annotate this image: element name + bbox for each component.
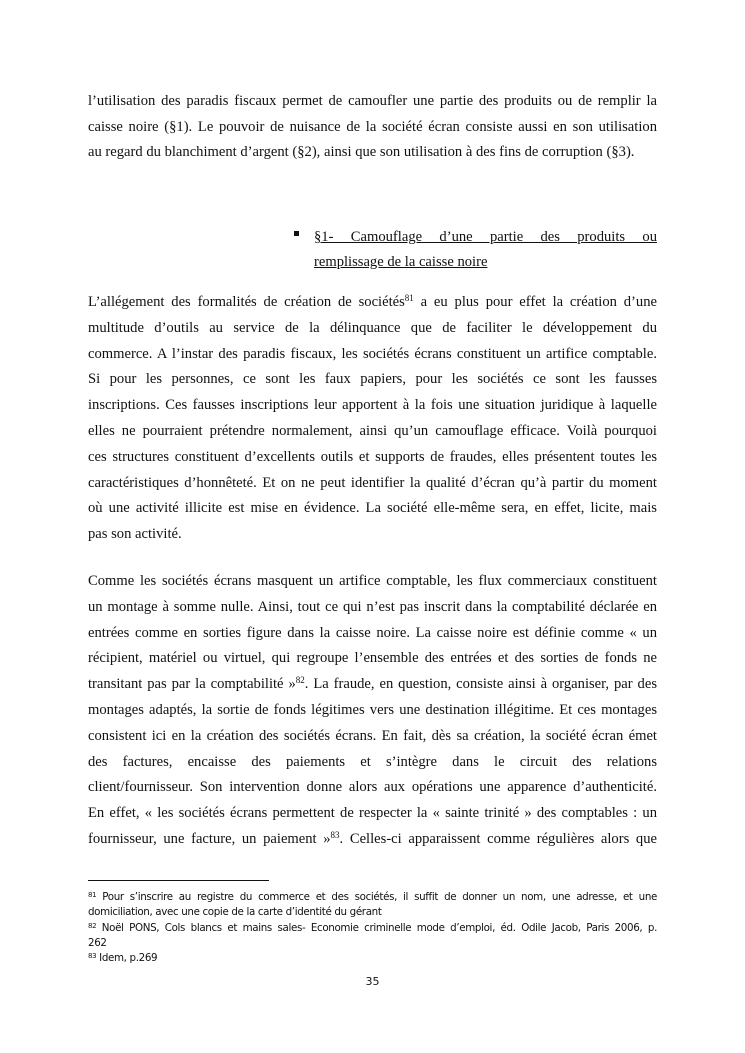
text-line: l’utilisation des paradis fiscaux permet de camoufler une partie des produits ou de remplir la [88, 93, 657, 109]
text-line: récipient, matériel ou virtuel, qui regroupe l’ensemble des entrées et des sorties de fonds ne [88, 650, 657, 667]
bullet-icon [294, 231, 299, 236]
text-line: ces structures constituent d’excellents outils et supports de fraudes, elles présentent toutes les [88, 448, 657, 465]
text-line: $^{83}$ Idem, p.269 [88, 952, 158, 965]
text-line: L’allégement des formalités de création de sociétés$^{81}$ a eu plus pour effet la création d’une [88, 293, 657, 310]
footnote-reference: 82 [295, 675, 305, 686]
footnote-reference: 81 [404, 293, 414, 303]
section-heading-line2: remplissage de la caisse noire [314, 254, 488, 270]
text-line: $^{81}$ Pour s’inscrire au registre du commerce et des sociétés, il suffit de donner un nom, une adresse, et une [88, 891, 657, 903]
footnote-reference: 82 [88, 921, 97, 930]
text-line: 262 [88, 936, 107, 949]
text-line: commerce. A l’instar des paradis fiscaux, les sociétés écrans constituent un artifice comptable. [88, 345, 657, 362]
text-line: Si pour les personnes, ce sont les faux papiers, pour les sociétés ce sont les fausses [88, 371, 657, 388]
text-line: caractéristiques d’honnêteté. Et on ne peut identifier la qualité d’écran qu’à partir du moment [88, 474, 657, 491]
text-line: inscriptions. Ces fausses inscriptions leur apportent à la fois une situation juridique à laquelle [88, 397, 657, 414]
text-line: multitude d’outils au service de la délinquance que de faciliter le développement du [88, 319, 657, 336]
text-line: entrées comme en sorties figure dans la caisse noire. La caisse noire est définie comme « un [88, 624, 657, 641]
text-line: où une activité illicite est mise en évidence. La société elle-même sera, en effet, licite, mais [88, 500, 657, 517]
text-line: pas son activité. [88, 526, 182, 543]
footnote-reference: 83 [330, 830, 340, 840]
footnote-reference: 83 [88, 952, 97, 961]
page-number: 35 [365, 975, 380, 988]
text-line: client/fournisseur. Son intervention donne alors aux opérations une apparence d’authenticité. [88, 779, 657, 796]
text-line: En effet, « les sociétés écrans permettent de respecter la « sainte trinité » des comptables : un [88, 805, 657, 822]
text-line: $^{82}$ Noël PONS, Cols blancs et mains sales- Economie criminelle mode d’emploi, éd. Odile Jacob, Paris 2006, p. [88, 921, 657, 934]
text-line: transitant pas par la comptabilité »$^{82}$. La fraude, en question, consiste ainsi à organiser, par des [88, 675, 658, 693]
text-line: consistent ici en la création des sociétés écrans. En fait, dès sa création, la société écran émet [88, 727, 657, 744]
footnote-separator [88, 880, 269, 881]
text-line: un montage à somme nulle. Ainsi, tout ce qui n’est pas inscrit dans la comptabilité déclarée en [88, 598, 657, 615]
section-heading-line1: §1- Camouflage d’une partie des produits ou [314, 229, 657, 245]
text-line: caisse noire (§1). Le pouvoir de nuisance de la société écran consiste aussi en son utilisation [88, 118, 657, 135]
footnote-reference: 81 [88, 891, 97, 899]
text-line: Comme les sociétés écrans masquent un artifice comptable, les flux commerciaux constituent [88, 573, 657, 589]
text-line: au regard du blanchiment d’argent (§2), ainsi que son utilisation à des fins de corruption (§3). [88, 144, 635, 160]
text-line: domiciliation, avec une copie de la carte d’identité du gérant [88, 906, 382, 919]
text-line: fournisseur, une facture, un paiement »$^{83}$. Celles-ci apparaissent comme régulières alors que [88, 830, 657, 847]
text-line: elles ne pourraient prétendre normalement, ainsi qu’un camouflage efficace. Voilà pourquoi [88, 423, 657, 439]
text-line: des factures, encaisse des paiements et s’intègre dans le circuit des relations [88, 753, 657, 770]
text-line: montages adaptés, la sortie de fonds légitimes vers une destination illégitime. Et ces montages [88, 702, 657, 718]
